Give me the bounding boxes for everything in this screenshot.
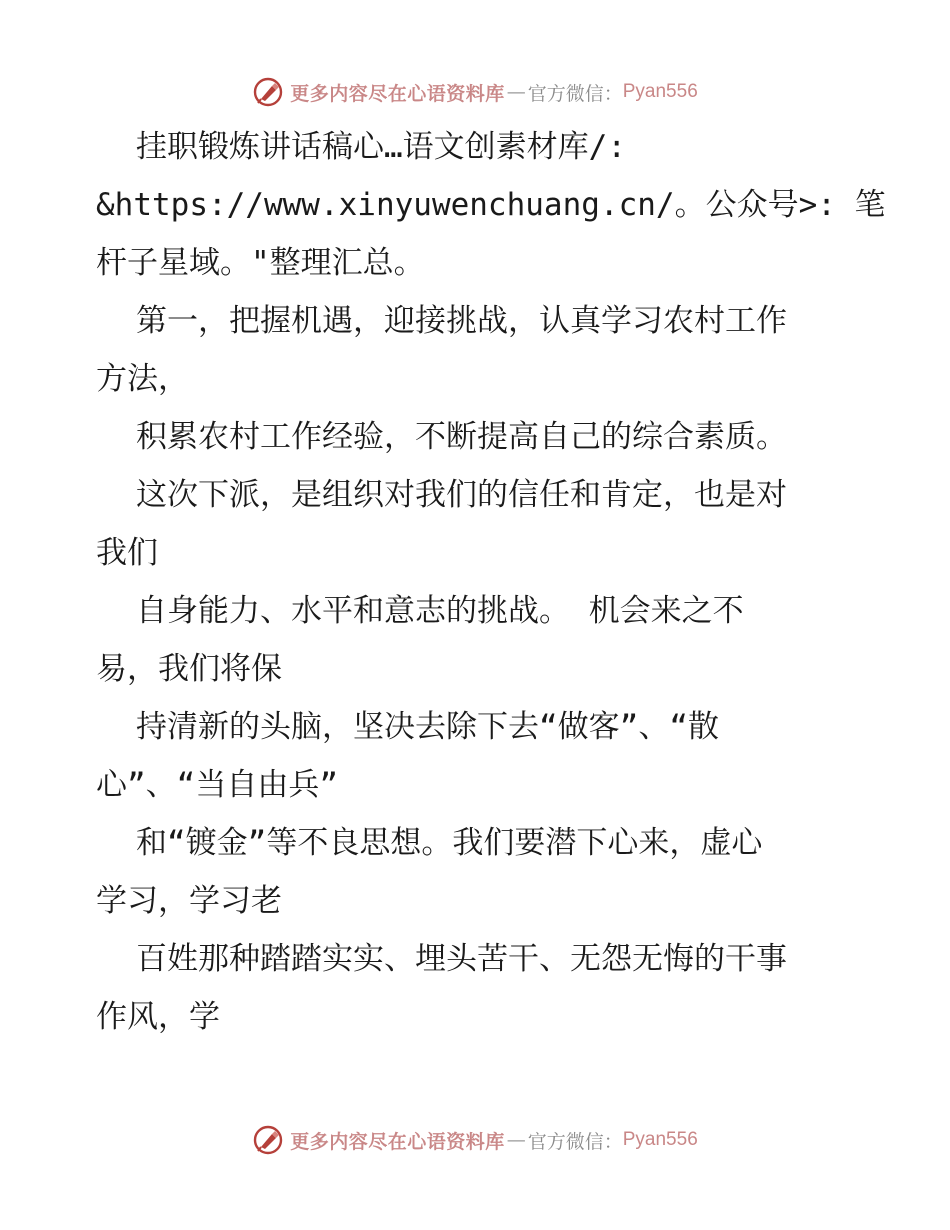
body-line: 和“镀金”等不良思想。我们要潜下心来，虚心 [136, 825, 763, 861]
body-line: 我们 [96, 535, 158, 571]
body-line: 方法， [96, 361, 189, 397]
body-line: 持清新的头脑，坚决去除下去“做客”、“散 [136, 709, 719, 745]
pen-nib-logo-icon [252, 76, 284, 108]
body-line: 易，我们将保 [96, 651, 282, 687]
body-line: 心”、“当自由兵” [96, 767, 338, 803]
body-line: 积累农村工作经验，不断提高自己的综合素质。 [136, 419, 787, 455]
body-line: 学习，学习老 [96, 883, 282, 919]
pen-nib-logo-icon [252, 1124, 284, 1156]
header-contact-label: 官方微信： [527, 82, 623, 105]
header-wechat-id: Pyan556 [622, 81, 698, 102]
body-line: 这次下派，是组织对我们的信任和肯定，也是对 [136, 477, 787, 513]
body-line: 杆子星域。"整理汇总。 [96, 245, 425, 281]
body-line: &https://www.xinyuwenchuang.cn/。公众号>: 笔 [96, 187, 886, 223]
body-line: 第一，把握机遇，迎接挑战，认真学习农村工作 [136, 303, 787, 339]
footer-banner [0, 1120, 950, 1160]
footer-brand-text: 更多内容尽在心语资料库 [290, 1130, 505, 1153]
header-banner [0, 72, 950, 112]
document-body [96, 118, 886, 1046]
body-line: 挂职锻炼讲话稿心…语文创素材库/: [136, 129, 626, 165]
body-line: 自身能力、水平和意志的挑战。 机会来之不 [136, 593, 744, 629]
body-line: 作风，学 [96, 999, 220, 1035]
header-dash: — [506, 81, 526, 103]
footer-contact-label: 官方微信： [527, 1130, 623, 1153]
body-line: 百姓那种踏踏实实、埋头苦干、无怨无悔的干事 [136, 941, 787, 977]
footer-dash: — [506, 1129, 526, 1151]
footer-wechat-id: Pyan556 [622, 1129, 698, 1150]
header-brand-text: 更多内容尽在心语资料库 [290, 82, 505, 105]
